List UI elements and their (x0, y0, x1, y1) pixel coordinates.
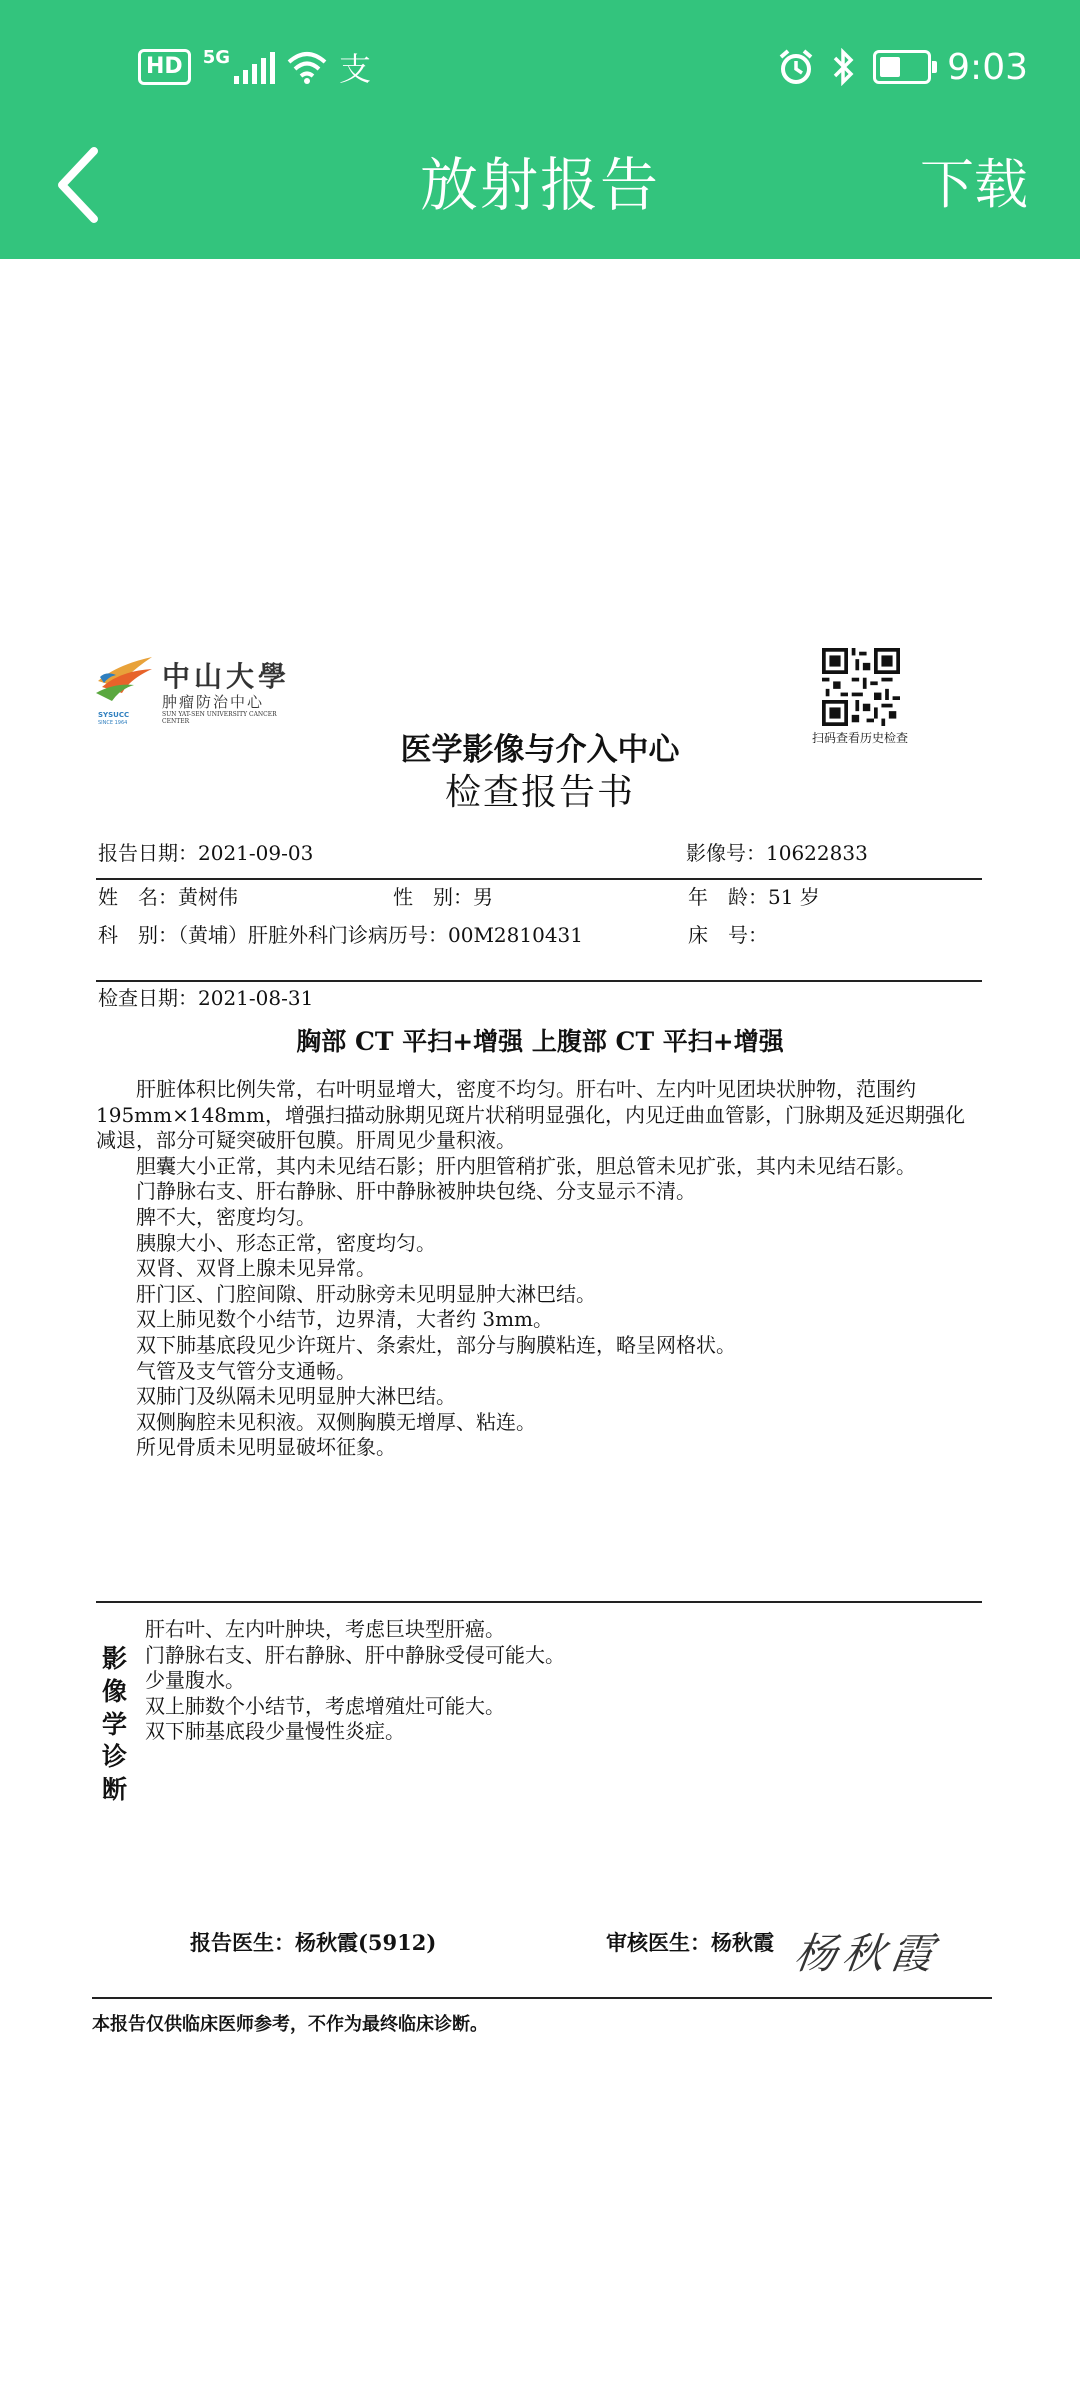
logo-emblem-icon (94, 647, 156, 709)
app-header (0, 0, 1080, 259)
diagnosis-line: 少量腹水。 (145, 1668, 245, 1693)
battery-icon (873, 50, 931, 84)
handwritten-signature: 杨秋霞 (791, 1929, 943, 1978)
bed-number: 床 号： (688, 923, 768, 947)
diagnosis-line: 门静脉右支、肝右静脉、肝中静脉受侵可能大。 (145, 1642, 565, 1667)
report-date: 报告日期：2021-09-03 (98, 841, 314, 865)
finding-line: 双肺门及纵隔未见明显肿大淋巴结。 (136, 1384, 456, 1409)
finding-line: 所见骨质未见明显破坏征象。 (136, 1435, 396, 1460)
alarm-icon (777, 48, 815, 86)
bluetooth-icon (831, 48, 857, 86)
status-bar-right (777, 42, 1028, 92)
disclaimer: 本报告仅供临床医师参考，不作为最终临床诊断。 (92, 2014, 488, 2035)
logo-abbr: SYSUCC (98, 711, 130, 719)
findings-section (96, 1077, 976, 1461)
logo-name-cn: 中山大學 (162, 660, 291, 693)
report-document (0, 259, 1080, 2400)
diagnosis-label: 影像学诊断 (102, 1644, 128, 1805)
finding-line: 脾不大，密度均匀。 (136, 1204, 316, 1229)
reviewing-doctor: 审核医生：杨秋霞 (606, 1930, 774, 1955)
diagnosis-line: 双下肺基底段少量慢性炎症。 (145, 1719, 405, 1744)
logo-subtitle-cn: 肿瘤防治中心 (162, 693, 265, 711)
finding-line: 双上肺见数个小结节，边界清，大者约 3mm。 (136, 1307, 554, 1332)
logo-since: SINCE 1964 (98, 720, 128, 726)
finding-line: 门静脉右支、肝右静脉、肝中静脉被肿块包绕、分支显示不清。 (136, 1179, 696, 1204)
finding-line: 双侧胸腔未见积液。双侧胸膜无增厚、粘连。 (136, 1409, 536, 1434)
qr-code-icon[interactable] (822, 648, 900, 726)
patient-age: 年 龄：51 岁 (688, 885, 820, 909)
image-number: 影像号：10622833 (686, 841, 868, 865)
network-type: 5G (202, 46, 230, 68)
diagnosis-section (145, 1617, 965, 1745)
patient-name: 姓 名：黄树伟 (98, 885, 238, 909)
department: 科 别：（黄埔）肝脏外科门诊病历号：00M2810431 (98, 923, 583, 947)
status-bar-left (138, 44, 371, 90)
center-name: 医学影像与介入中心 (400, 732, 680, 768)
report-title: 检查报告书 (444, 772, 635, 813)
signal-icon (234, 50, 275, 84)
divider (96, 878, 982, 880)
logo-name-en: SUN YAT-SEN UNIVERSITY CANCER CENTER (162, 711, 277, 725)
finding-line: 双肾、双肾上腺未见异常。 (136, 1256, 376, 1281)
report-doctor: 报告医生：杨秋霞(5912) (190, 1930, 437, 1955)
finding-line: 双下肺基底段见少许斑片、条索灶，部分与胸膜粘连，略呈网格状。 (136, 1332, 736, 1357)
qr-caption: 扫码查看历史检查 (811, 731, 908, 745)
page-title: 放射报告 (419, 151, 660, 219)
sysucc-logo (94, 647, 294, 727)
finding-line: 胰腺大小、形态正常，密度均匀。 (136, 1230, 436, 1255)
status-time: 9:03 (947, 46, 1028, 88)
exam-date: 检查日期：2021-08-31 (98, 986, 314, 1010)
exam-title: 胸部 CT 平扫+增强 上腹部 CT 平扫+增强 (296, 1027, 784, 1056)
alipay-icon: 支 (339, 50, 372, 88)
divider (96, 1601, 982, 1603)
divider (92, 1997, 992, 1999)
finding-line: 气管及支气管分支通畅。 (136, 1358, 356, 1383)
hd-badge: HD (138, 49, 191, 85)
finding-line: 肝脏体积比例失常，右叶明显增大，密度不均匀。肝右叶、左内叶见团块状肿物，范围约 195mm×148mm，增强扫描动脉期见斑片状稍明显强化，内见迂曲血管影，门脉期及延迟期强化减退，部分可疑突破肝包膜。肝周见少量积液。 (96, 1077, 965, 1153)
finding-line: 胆囊大小正常，其内未见结石影；肝内胆管稍扩张，胆总管未见扩张，其内未见结石影。 (136, 1153, 916, 1178)
patient-gender: 性 别：男 (393, 885, 493, 909)
download-button[interactable]: 下载 (920, 153, 1028, 216)
wifi-icon (287, 50, 327, 84)
diagnosis-line: 双上肺数个小结节，考虑增殖灶可能大。 (145, 1693, 505, 1718)
finding-line: 肝门区、门腔间隙、肝动脉旁未见明显肿大淋巴结。 (136, 1281, 596, 1306)
diagnosis-line: 肝右叶、左内叶肿块，考虑巨块型肝癌。 (145, 1617, 505, 1641)
